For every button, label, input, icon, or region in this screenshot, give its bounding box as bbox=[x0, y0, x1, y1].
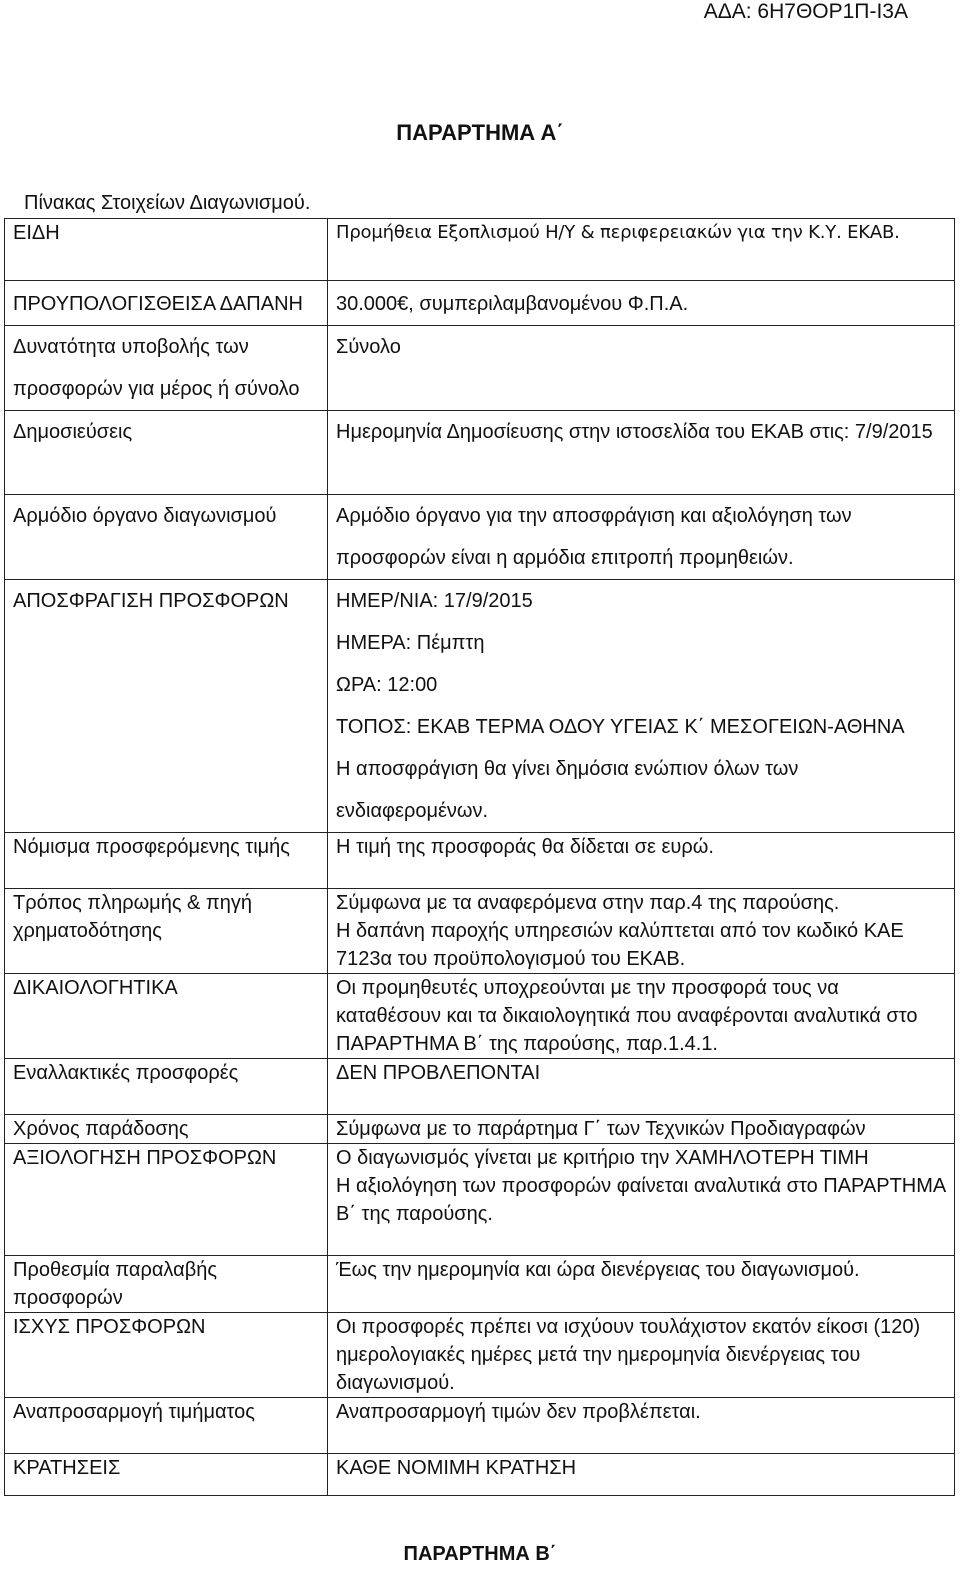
row-value bbox=[328, 1059, 955, 1115]
row-value bbox=[328, 833, 955, 889]
value-line: Σύμφωνα με το παράρτημα Γ΄ των Τεχνικών Προδιαγραφών bbox=[336, 1118, 866, 1140]
value-line: Έως την ημερομηνία και ώρα διενέργειας του διαγωνισμού. bbox=[336, 1259, 860, 1281]
table-row bbox=[5, 411, 955, 495]
table-row bbox=[5, 495, 955, 580]
table-row bbox=[5, 889, 955, 974]
row-label: ΠΡΟΥΠΟΛΟΓΙΣΘΕΙΣΑ ΔΑΠΑΝΗ bbox=[5, 281, 328, 326]
row-value bbox=[328, 326, 955, 411]
table-row bbox=[5, 1144, 955, 1256]
value-line: Η δαπάνη παροχής υπηρεσιών καλύπτεται από τον κωδικό ΚΑΕ 7123α του προϋπολογισμού του ΕΚΑΒ. bbox=[336, 920, 904, 970]
table-caption: Πίνακας Στοιχείων Διαγωνισμού. bbox=[24, 192, 311, 214]
row-label: Προθεσμία παραλαβής προσφορών bbox=[5, 1256, 328, 1313]
value-line: Ημερομηνία Δημοσίευσης στην ιστοσελίδα του ΕΚΑΒ στις: 7/9/2015 bbox=[336, 421, 933, 443]
row-value bbox=[328, 1256, 955, 1313]
value-line: ΗΜΕΡ/ΝΙΑ: 17/9/2015 bbox=[336, 590, 533, 612]
value-line: ΤΟΠΟΣ: ΕΚΑΒ ΤΕΡΜΑ ΟΔΟΥ ΥΓΕΙΑΣ Κ΄ ΜΕΣΟΓΕΙΩΝ-ΑΘΗΝΑ bbox=[336, 716, 905, 738]
row-value bbox=[328, 580, 955, 833]
value-line: Οι προμηθευτές υποχρεούνται με την προσφορά τους να καταθέσουν και τα δικαιολογητικά που αναφέρονται αναλυτικά στο ΠΑΡΑΡΤΗΜΑ Β΄ της παρούσης, παρ.1.4.1. bbox=[336, 977, 918, 1055]
tender-details-table bbox=[4, 218, 955, 1496]
table-row bbox=[5, 1256, 955, 1313]
value-line: ΚΑΘΕ ΝΟΜΙΜΗ ΚΡΑΤΗΣΗ bbox=[336, 1457, 577, 1479]
value-line: Η τιμή της προσφοράς θα δίδεται σε ευρώ. bbox=[336, 836, 714, 858]
ada-code: ΑΔΑ: 6Η7ΘΟΡ1Π-Ι3Α bbox=[703, 0, 908, 23]
table-row bbox=[5, 974, 955, 1059]
annex-b-title: ΠΑΡΑΡΤΗΜΑ Β΄ bbox=[403, 1543, 557, 1565]
row-label: ΕΙΔΗ bbox=[5, 219, 328, 281]
table-row bbox=[5, 1398, 955, 1454]
row-value bbox=[328, 1115, 955, 1144]
value-line: Η αξιολόγηση των προσφορών φαίνεται αναλυτικά στο ΠΑΡΑΡΤΗΜΑ Β΄ της παρούσης. bbox=[336, 1175, 946, 1225]
value-line: ΔΕΝ ΠΡΟΒΛΕΠΟΝΤΑΙ bbox=[336, 1062, 541, 1084]
value-line: Σύνολο bbox=[336, 336, 401, 358]
table-row bbox=[5, 580, 955, 833]
row-label: Νόμισμα προσφερόμενης τιμής bbox=[5, 833, 328, 889]
row-label: Χρόνος παράδοσης bbox=[5, 1115, 328, 1144]
row-value bbox=[328, 281, 955, 326]
row-label: ΙΣΧΥΣ ΠΡΟΣΦΟΡΩΝ bbox=[5, 1313, 328, 1398]
value-line: Ο διαγωνισμός γίνεται με κριτήριο την ΧΑΜΗΛΟΤΕΡΗ ΤΙΜΗ bbox=[336, 1147, 869, 1169]
table-row bbox=[5, 219, 955, 281]
row-label: ΑΠΟΣΦΡΑΓΙΣΗ ΠΡΟΣΦΟΡΩΝ bbox=[5, 580, 328, 833]
row-value bbox=[328, 411, 955, 495]
row-label: Αρμόδιο όργανο διαγωνισμού bbox=[5, 495, 328, 580]
row-value bbox=[328, 1454, 955, 1496]
value-line: 30.000€, συμπεριλαμβανομένου Φ.Π.Α. bbox=[336, 293, 689, 315]
row-label: Εναλλακτικές προσφορές bbox=[5, 1059, 328, 1115]
row-label: ΔΙΚΑΙΟΛΟΓΗΤΙΚΑ bbox=[5, 974, 328, 1059]
row-label: Δημοσιεύσεις bbox=[5, 411, 328, 495]
row-label: ΑΞΙΟΛΟΓΗΣΗ ΠΡΟΣΦΟΡΩΝ bbox=[5, 1144, 328, 1256]
value-line: Αρμόδιο όργανο για την αποσφράγιση και αξιολόγηση των προσφορών είναι η αρμόδια επιτροπή προμηθειών. bbox=[336, 505, 852, 569]
value-line: Σύμφωνα με τα αναφερόμενα στην παρ.4 της παρούσης. bbox=[336, 892, 840, 914]
row-value bbox=[328, 974, 955, 1059]
row-value bbox=[328, 495, 955, 580]
table-row bbox=[5, 1059, 955, 1115]
row-value bbox=[328, 1398, 955, 1454]
annex-a-title: ΠΑΡΑΡΤΗΜΑ Α΄ bbox=[396, 120, 564, 145]
row-value bbox=[328, 219, 955, 281]
table-row bbox=[5, 326, 955, 411]
value-line: ΩΡΑ: 12:00 bbox=[336, 674, 438, 696]
value-line: ΗΜΕΡΑ: Πέμπτη bbox=[336, 632, 485, 654]
row-value bbox=[328, 1144, 955, 1256]
table-row bbox=[5, 281, 955, 326]
row-label: Τρόπος πληρωμής & πηγή χρηματοδότησης bbox=[5, 889, 328, 974]
value-line: Οι προσφορές πρέπει να ισχύουν τουλάχιστον εκατόν είκοσι (120) ημερολογιακές ημέρες μετά την ημερομηνία διενέργειας του διαγωνισμού. bbox=[336, 1316, 921, 1394]
row-value bbox=[328, 1313, 955, 1398]
row-label: Αναπροσαρμογή τιμήματος bbox=[5, 1398, 328, 1454]
value-line: Προμήθεια Εξοπλισμού Η/Υ & περιφερειακών για την Κ.Υ. ΕΚΑΒ. bbox=[336, 222, 900, 243]
value-line: Αναπροσαρμογή τιμών δεν προβλέπεται. bbox=[336, 1401, 701, 1423]
value-line: Η αποσφράγιση θα γίνει δημόσια ενώπιον όλων των ενδιαφερομένων. bbox=[336, 758, 799, 822]
row-value bbox=[328, 889, 955, 974]
row-label: Δυνατότητα υποβολής των προσφορών για μέρος ή σύνολο bbox=[5, 326, 328, 411]
table-row bbox=[5, 1454, 955, 1496]
table-row bbox=[5, 1115, 955, 1144]
table-row bbox=[5, 833, 955, 889]
table-row bbox=[5, 1313, 955, 1398]
row-label: ΚΡΑΤΗΣΕΙΣ bbox=[5, 1454, 328, 1496]
